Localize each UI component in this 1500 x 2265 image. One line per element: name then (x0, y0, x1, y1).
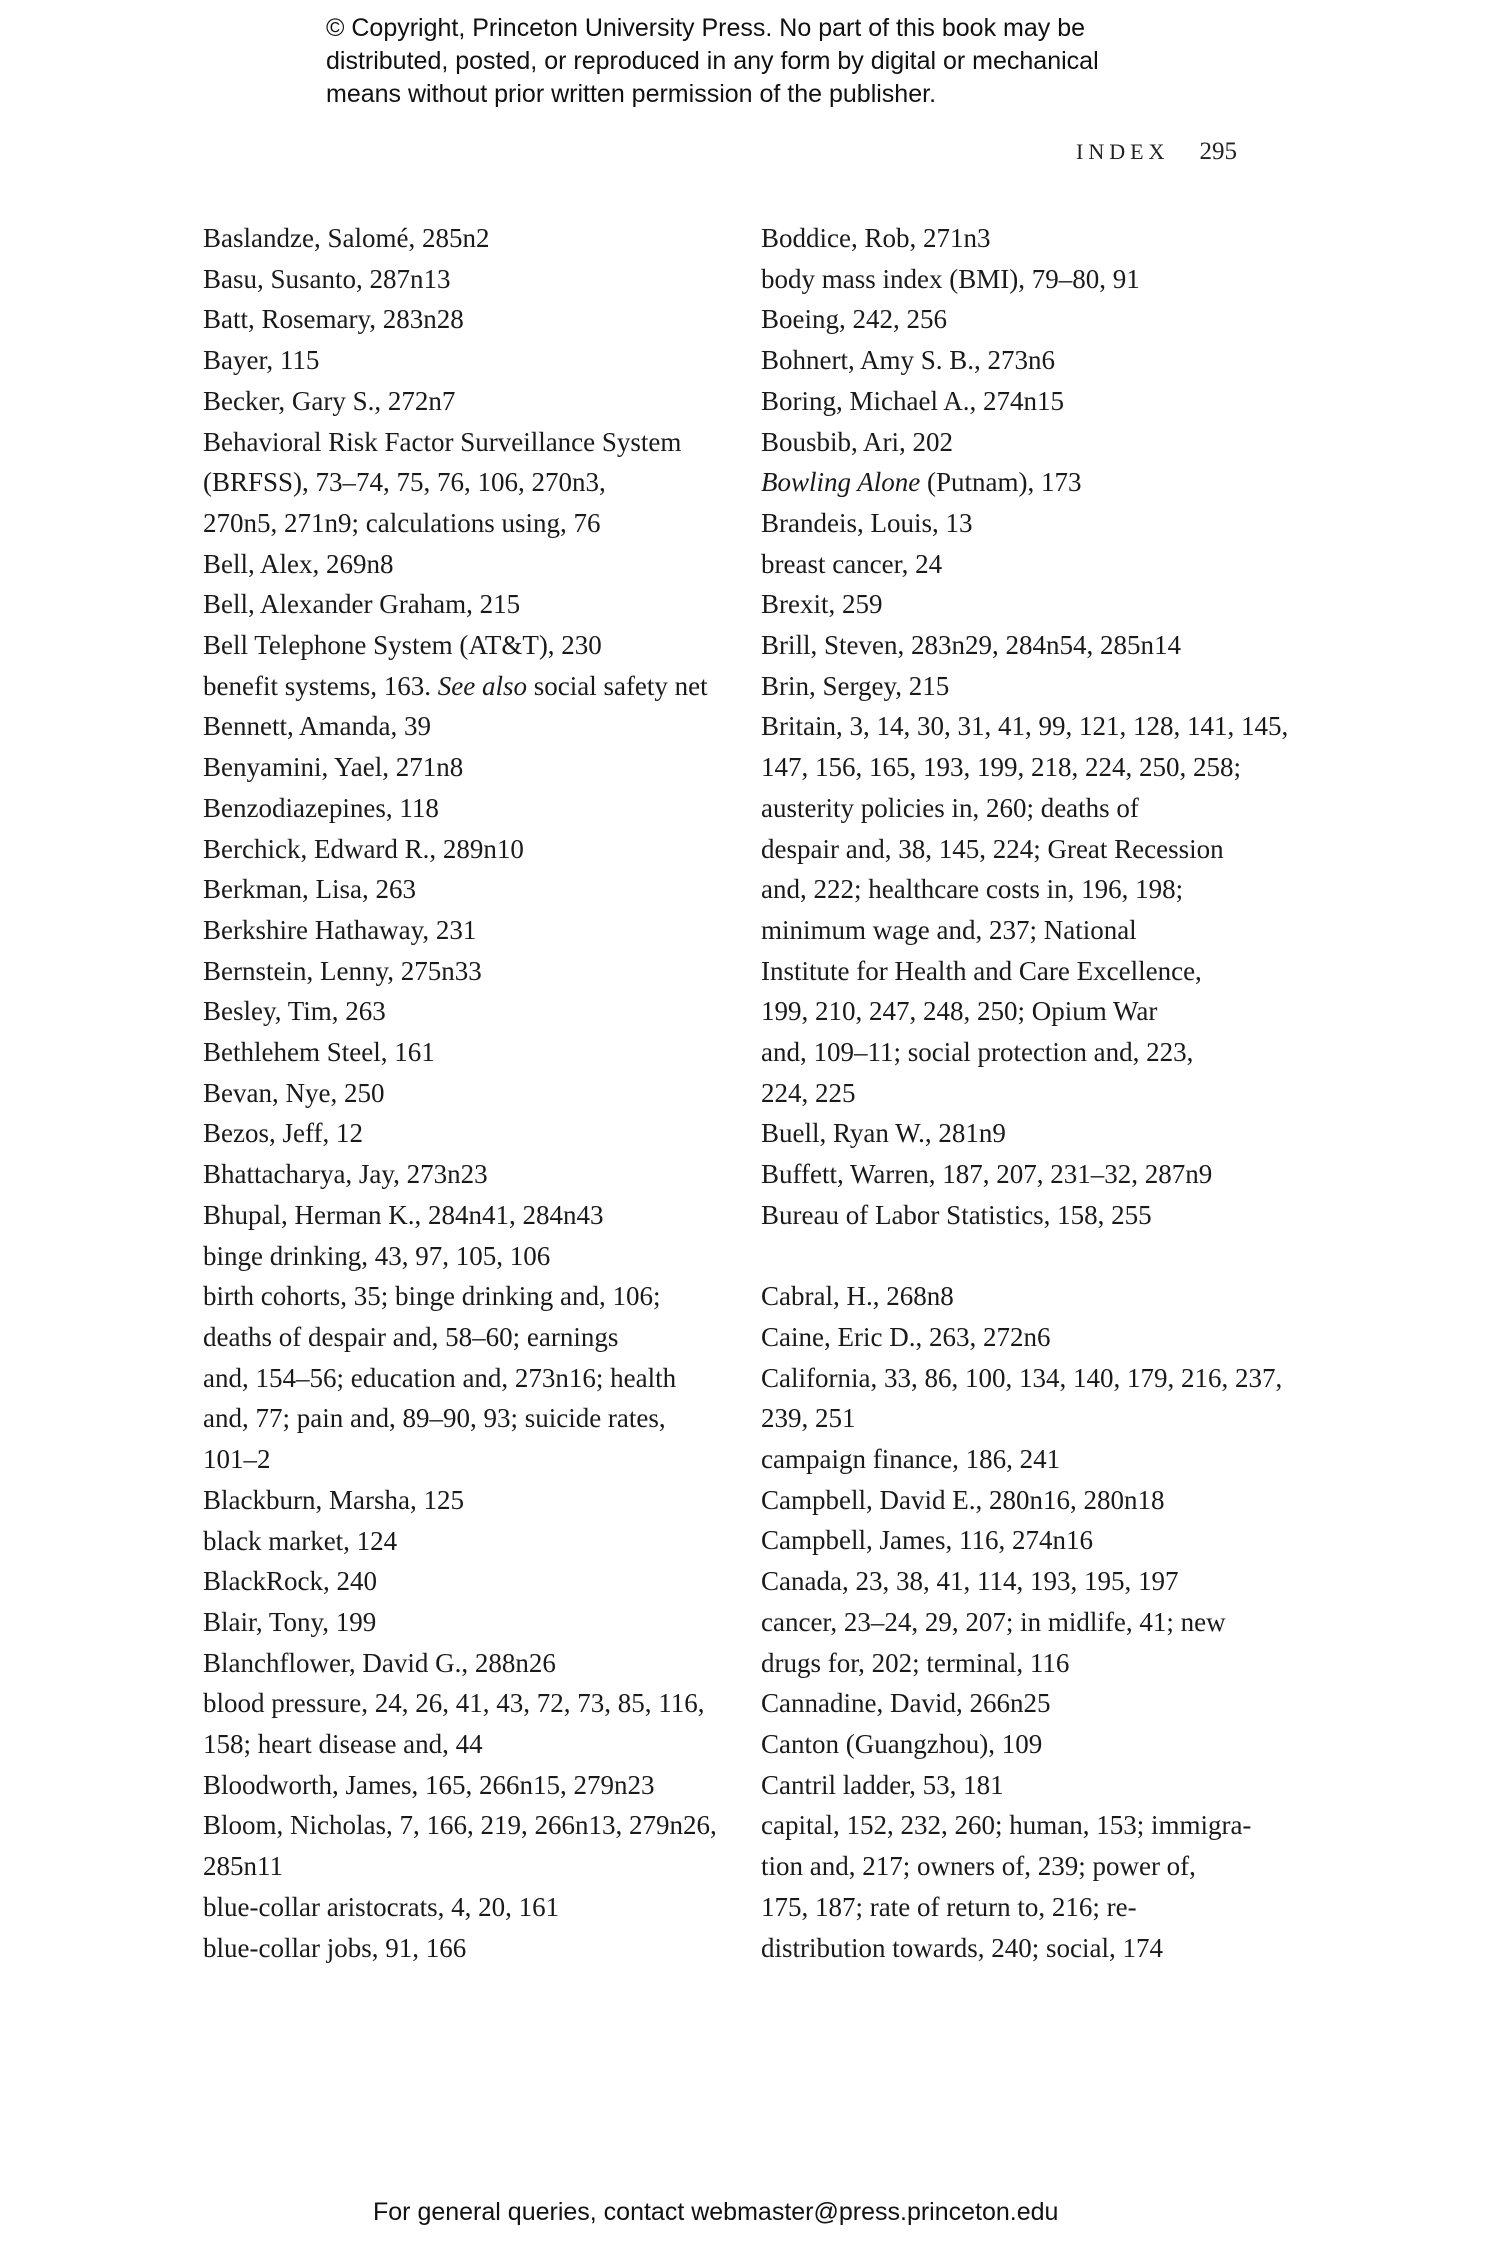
index-entry (203, 1643, 723, 1684)
copyright-line: means without prior written permission of the publisher. (326, 80, 937, 108)
index-entry-heading: Buffett, Warren, 187, 207, 231–32, 287n9 (761, 1159, 1213, 1190)
index-entry-heading: Bernstein, Lenny, 275n33 (203, 955, 482, 986)
copyright-line: © Copyright, Princeton University Press. No part of this book may be (326, 14, 1086, 42)
index-entry-heading: Bowling Alone (Putnam), 173 (761, 467, 1082, 498)
index-column-right (761, 218, 1289, 1968)
index-entry-heading: Boeing, 242, 256 (761, 304, 947, 335)
index-entry-heading: Besley, Tim, 263 (203, 996, 386, 1027)
index-entry (203, 1073, 723, 1114)
index-entry-heading: Bayer, 115 (203, 345, 320, 376)
index-entry (761, 706, 1289, 1113)
footer-contact: For general queries, contact webmaster@press.princeton.edu (373, 2198, 1059, 2226)
index-entry (761, 1154, 1281, 1195)
index-entry-heading: blue-collar jobs, 91, 166 (203, 1932, 467, 1963)
index-entry (203, 829, 723, 870)
index-entry (203, 1195, 723, 1236)
index-entry-heading: Bhattacharya, Jay, 273n23 (203, 1159, 488, 1190)
index-entry-heading: Boring, Michael A., 274n15 (761, 385, 1064, 416)
index-entry (203, 869, 723, 910)
index-entry-heading: Bell Telephone System (AT&T), 230 (203, 630, 602, 661)
index-entry-heading: Benyamini, Yael, 271n8 (203, 752, 464, 783)
index-entry (761, 340, 1281, 381)
copyright-line: distributed, posted, or reproduced in any form by digital or mechanical (326, 47, 1099, 75)
index-entry (203, 625, 723, 666)
index-entry-continuation: minimum wage and, 237; National (761, 914, 1137, 945)
index-entry-heading: benefit systems, 163. See also social safety net (203, 670, 708, 701)
index-entry-continuation: (BRFSS), 73–74, 75, 76, 106, 270n3, (203, 467, 606, 498)
index-entry-continuation: and, 222; healthcare costs in, 196, 198; (761, 874, 1184, 905)
index-entry-continuation: 199, 210, 247, 248, 250; Opium War (761, 996, 1158, 1027)
index-entry-heading: Caine, Eric D., 263, 272n6 (761, 1321, 1051, 1352)
index-entry-heading: blue-collar aristocrats, 4, 20, 161 (203, 1891, 560, 1922)
index-entry (761, 1561, 1281, 1602)
index-entry-continuation: despair and, 38, 145, 224; Great Recession (761, 833, 1224, 864)
index-entry-continuation: deaths of despair and, 58–60; earnings (203, 1321, 619, 1352)
index-entry (203, 910, 723, 951)
index-entry-heading: Campbell, David E., 280n16, 280n18 (761, 1484, 1165, 1515)
index-entry-heading: binge drinking, 43, 97, 105, 106 (203, 1240, 551, 1271)
index-entry-heading: Brandeis, Louis, 13 (761, 507, 973, 538)
index-entry (761, 381, 1281, 422)
index-entry (761, 1439, 1281, 1480)
letter-group-gap (761, 1236, 1281, 1277)
index-entry-heading: Bloom, Nicholas, 7, 166, 219, 266n13, 279n26, (203, 1810, 717, 1841)
index-entry-heading: Bohnert, Amy S. B., 273n6 (761, 345, 1056, 376)
index-entry (203, 218, 723, 259)
index-entry (761, 1358, 1281, 1439)
index-entry (203, 1032, 723, 1073)
index-entry-heading: Brill, Steven, 283n29, 284n54, 285n14 (761, 630, 1181, 661)
index-entry (761, 1765, 1281, 1806)
index-entry-heading: Blair, Tony, 199 (203, 1606, 377, 1637)
index-entry-continuation: drugs for, 202; terminal, 116 (761, 1647, 1070, 1678)
index-entry-heading: Blackburn, Marsha, 125 (203, 1484, 464, 1515)
index-entry (203, 1561, 723, 1602)
index-entry-heading: Bethlehem Steel, 161 (203, 1037, 435, 1068)
index-entry-continuation: distribution towards, 240; social, 174 (761, 1932, 1163, 1963)
index-entry-heading: black market, 124 (203, 1525, 398, 1556)
index-entry-heading: cancer, 23–24, 29, 207; in midlife, 41; new (761, 1606, 1226, 1637)
index-entry-continuation: 101–2 (203, 1444, 271, 1475)
index-entry (203, 1765, 723, 1806)
index-entry (761, 503, 1281, 544)
index-entry-heading: Becker, Gary S., 272n7 (203, 385, 456, 416)
index-entry (761, 1520, 1281, 1561)
index-entry (761, 1480, 1281, 1521)
index-entry-heading: Cannadine, David, 266n25 (761, 1688, 1051, 1719)
index-entry-heading: Bousbib, Ari, 202 (761, 426, 954, 457)
page-number: 295 (1199, 138, 1237, 165)
index-entry (203, 666, 723, 707)
index-entry (203, 1928, 723, 1969)
index-entry-heading: Brin, Sergey, 215 (761, 670, 950, 701)
index-entry (203, 1276, 723, 1480)
index-entry-heading: Canton (Guangzhou), 109 (761, 1729, 1043, 1759)
index-entry (761, 1195, 1281, 1236)
index-entry (203, 747, 723, 788)
index-entry-continuation: and, 77; pain and, 89–90, 93; suicide rates, (203, 1403, 666, 1434)
index-entry-heading: Batt, Rosemary, 283n28 (203, 304, 464, 335)
index-entry-heading: Benzodiazepines, 118 (203, 792, 439, 823)
index-entry (761, 462, 1281, 503)
index-entry (203, 706, 723, 747)
index-entry (761, 218, 1281, 259)
index-entry (761, 1317, 1281, 1358)
index-entry-heading: birth cohorts, 35; binge drinking and, 106; (203, 1281, 661, 1312)
index-entry-heading: campaign finance, 186, 241 (761, 1444, 1061, 1475)
index-entry-heading: Boddice, Rob, 271n3 (761, 223, 991, 253)
index-entry (761, 299, 1281, 340)
index-entry-heading: Bureau of Labor Statistics, 158, 255 (761, 1199, 1152, 1230)
index-entry (761, 625, 1281, 666)
index-entry (203, 422, 723, 544)
index-entry (203, 259, 723, 300)
index-entry-continuation: 158; heart disease and, 44 (203, 1729, 483, 1760)
index-entry-continuation: 285n11 (203, 1851, 283, 1882)
index-entry (761, 666, 1281, 707)
index-entry (203, 991, 723, 1032)
index-entry-heading: Berkman, Lisa, 263 (203, 874, 416, 905)
index-entry (761, 1602, 1281, 1683)
index-entry-heading: breast cancer, 24 (761, 548, 943, 579)
index-entry-heading: Cabral, H., 268n8 (761, 1281, 954, 1312)
index-entry-continuation: austerity policies in, 260; deaths of (761, 792, 1139, 823)
index-entry-heading: BlackRock, 240 (203, 1566, 377, 1597)
index-entry-heading: Berchick, Edward R., 289n10 (203, 833, 524, 864)
index-entry-heading: blood pressure, 24, 26, 41, 43, 72, 73, 85, 116, (203, 1688, 705, 1719)
index-entry-heading: capital, 152, 232, 260; human, 153; immigra- (761, 1810, 1252, 1841)
index-entry (203, 1236, 723, 1277)
index-entry-continuation: and, 154–56; education and, 273n16; health (203, 1362, 677, 1393)
index-entry (203, 544, 723, 585)
index-entry-continuation: 175, 187; rate of return to, 216; re- (761, 1891, 1137, 1922)
index-entry-continuation: 224, 225 (761, 1077, 856, 1108)
index-entry-heading: Behavioral Risk Factor Surveillance System (203, 426, 682, 457)
index-entry-heading: Basu, Susanto, 287n13 (203, 263, 451, 294)
index-entry-heading: Bennett, Amanda, 39 (203, 711, 431, 742)
index-entry-heading: Canada, 23, 38, 41, 114, 193, 195, 197 (761, 1566, 1179, 1597)
index-entry (203, 1154, 723, 1195)
index-entry-heading: Berkshire Hathaway, 231 (203, 914, 477, 945)
index-entry-heading: Britain, 3, 14, 30, 31, 41, 99, 121, 128, 141, 145, (761, 711, 1289, 742)
index-entry-heading: Bloodworth, James, 165, 266n15, 279n23 (203, 1769, 655, 1800)
index-entry-heading: Blanchflower, David G., 288n26 (203, 1647, 556, 1678)
index-entry (761, 422, 1281, 463)
index-entry-continuation: 270n5, 271n9; calculations using, 76 (203, 507, 601, 538)
index-entry (203, 1805, 723, 1886)
index-entry (203, 584, 723, 625)
index-entry (761, 584, 1281, 625)
index-entry (203, 299, 723, 340)
index-entry (761, 1113, 1281, 1154)
index-entry (761, 1683, 1281, 1724)
index-entry (203, 1887, 723, 1928)
section-label: INDEX (1076, 139, 1170, 164)
index-entry (203, 951, 723, 992)
index-entry-continuation: Institute for Health and Care Excellence, (761, 955, 1202, 986)
index-entry (203, 1602, 723, 1643)
index-entry-continuation: and, 109–11; social protection and, 223, (761, 1037, 1194, 1068)
index-entry-heading: body mass index (BMI), 79–80, 91 (761, 263, 1140, 294)
index-entry (203, 381, 723, 422)
index-entry-continuation: 147, 156, 165, 193, 199, 218, 224, 250, 258; (761, 752, 1242, 783)
running-head (1076, 138, 1237, 166)
index-entry-heading: Campbell, James, 116, 274n16 (761, 1525, 1093, 1556)
index-entry (761, 1724, 1281, 1765)
index-entry (203, 340, 723, 381)
index-entry (203, 1113, 723, 1154)
index-entry (761, 1276, 1281, 1317)
index-entry (761, 259, 1281, 300)
index-entry-heading: Bhupal, Herman K., 284n41, 284n43 (203, 1199, 604, 1230)
index-entry-heading: Bell, Alex, 269n8 (203, 548, 394, 579)
index-entry (761, 544, 1281, 585)
index-entry-continuation: 239, 251 (761, 1403, 856, 1434)
index-entry (203, 788, 723, 829)
index-entry-heading: Bezos, Jeff, 12 (203, 1118, 363, 1149)
index-entry-heading: Cantril ladder, 53, 181 (761, 1769, 1004, 1800)
index-entry-heading: Baslandze, Salomé, 285n2 (203, 223, 490, 253)
index-entry (203, 1521, 723, 1562)
index-column-left (203, 218, 723, 1968)
copyright-notice (326, 12, 1226, 111)
index-entry (761, 1805, 1281, 1968)
index-entry-heading: Brexit, 259 (761, 589, 883, 620)
index-entry-heading: Bell, Alexander Graham, 215 (203, 589, 521, 620)
index-entry (203, 1480, 723, 1521)
index-entry-heading: Buell, Ryan W., 281n9 (761, 1118, 1006, 1149)
index-entry (203, 1683, 723, 1764)
index-entry-heading: Bevan, Nye, 250 (203, 1077, 385, 1108)
index-entry-continuation: tion and, 217; owners of, 239; power of, (761, 1851, 1196, 1882)
index-entry-heading: California, 33, 86, 100, 134, 140, 179, 216, 237, (761, 1362, 1283, 1393)
